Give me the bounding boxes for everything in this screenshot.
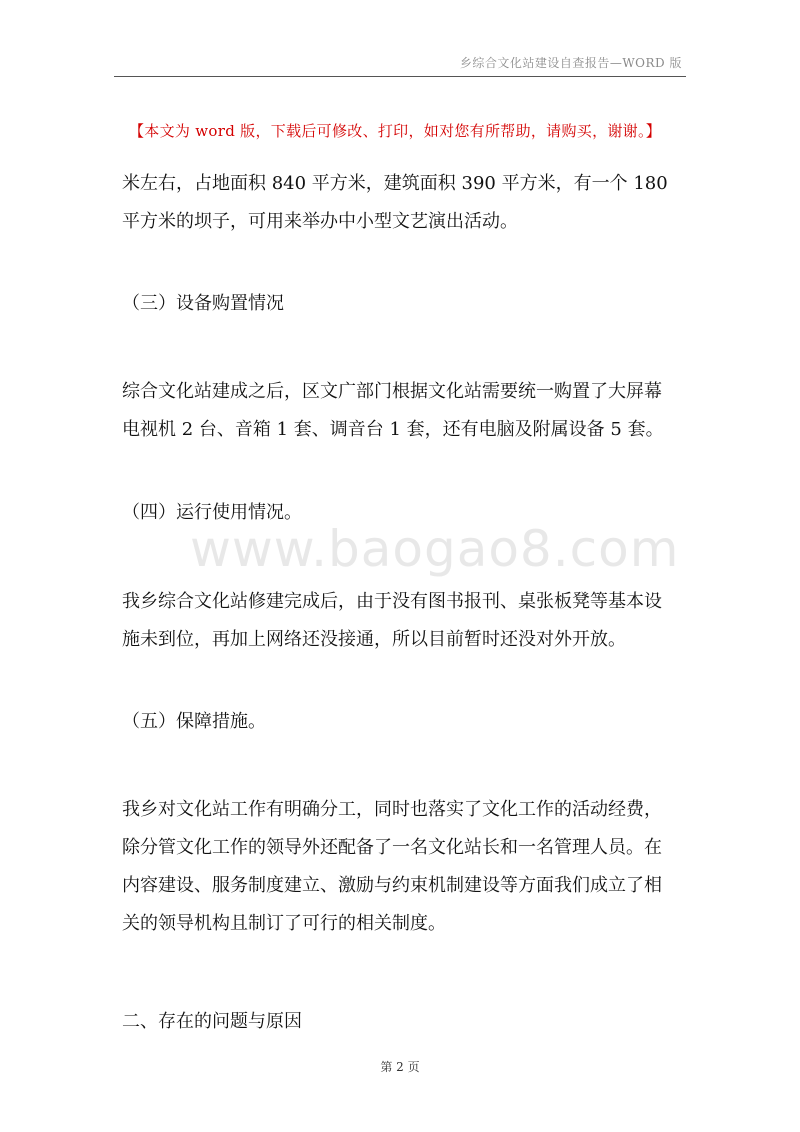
paragraph-line: 电视机 2 台、音箱 1 套、调音台 1 套，还有电脑及附属设备 5 套。 — [122, 419, 664, 440]
header-rule — [114, 76, 686, 77]
page-number: 第 2 页 — [380, 1060, 420, 1074]
paragraph-line: 我乡综合文化站修建完成后，由于没有图书报刊、桌张板凳等基本设 — [122, 591, 662, 612]
paragraph-site-area — [122, 165, 688, 241]
paragraph-line: 综合文化站建成之后，区文广部门根据文化站需要统一购置了大屏幕 — [122, 381, 662, 402]
paragraph-line: 内容建设、服务制度建立、激励与约束机制建设等方面我们成立了相 — [122, 875, 662, 896]
paragraph-line: 关的领导机构且制订了可行的相关制度。 — [122, 913, 446, 934]
paragraph-line: 施未到位，再加上网络还没接通，所以目前暂时还没对外开放。 — [122, 629, 626, 650]
paragraph-line: 平方米的坝子，可用来举办中小型文艺演出活动。 — [122, 211, 518, 232]
paragraph-safeguards — [122, 791, 688, 943]
heading-operation: （四）运行使用情况。 — [122, 502, 302, 523]
paragraph-line: 我乡对文化站工作有明确分工，同时也落实了文化工作的活动经费， — [122, 799, 662, 820]
paragraph-line: 米左右，占地面积 840 平方米，建筑面积 390 平方米，有一个 180 — [122, 173, 668, 194]
heading-safeguards: （五）保障措施。 — [122, 711, 266, 732]
heading-problems: 二、存在的问题与原因 — [122, 1011, 302, 1032]
paragraph-operation — [122, 583, 688, 659]
paragraph-equipment — [122, 373, 688, 449]
header-title: 乡综合文化站建设自查报告—WORD 版 — [459, 56, 682, 70]
watermark: www.baogao8.com — [190, 520, 680, 578]
paragraph-line: 除分管文化工作的领导外还配备了一名文化站长和一名管理人员。在 — [122, 837, 662, 858]
purchase-notice: 【本文为 word 版，下载后可修改、打印，如对您有所帮助，请购买，谢谢。】 — [129, 122, 662, 140]
heading-equipment: （三）设备购置情况 — [122, 293, 284, 314]
